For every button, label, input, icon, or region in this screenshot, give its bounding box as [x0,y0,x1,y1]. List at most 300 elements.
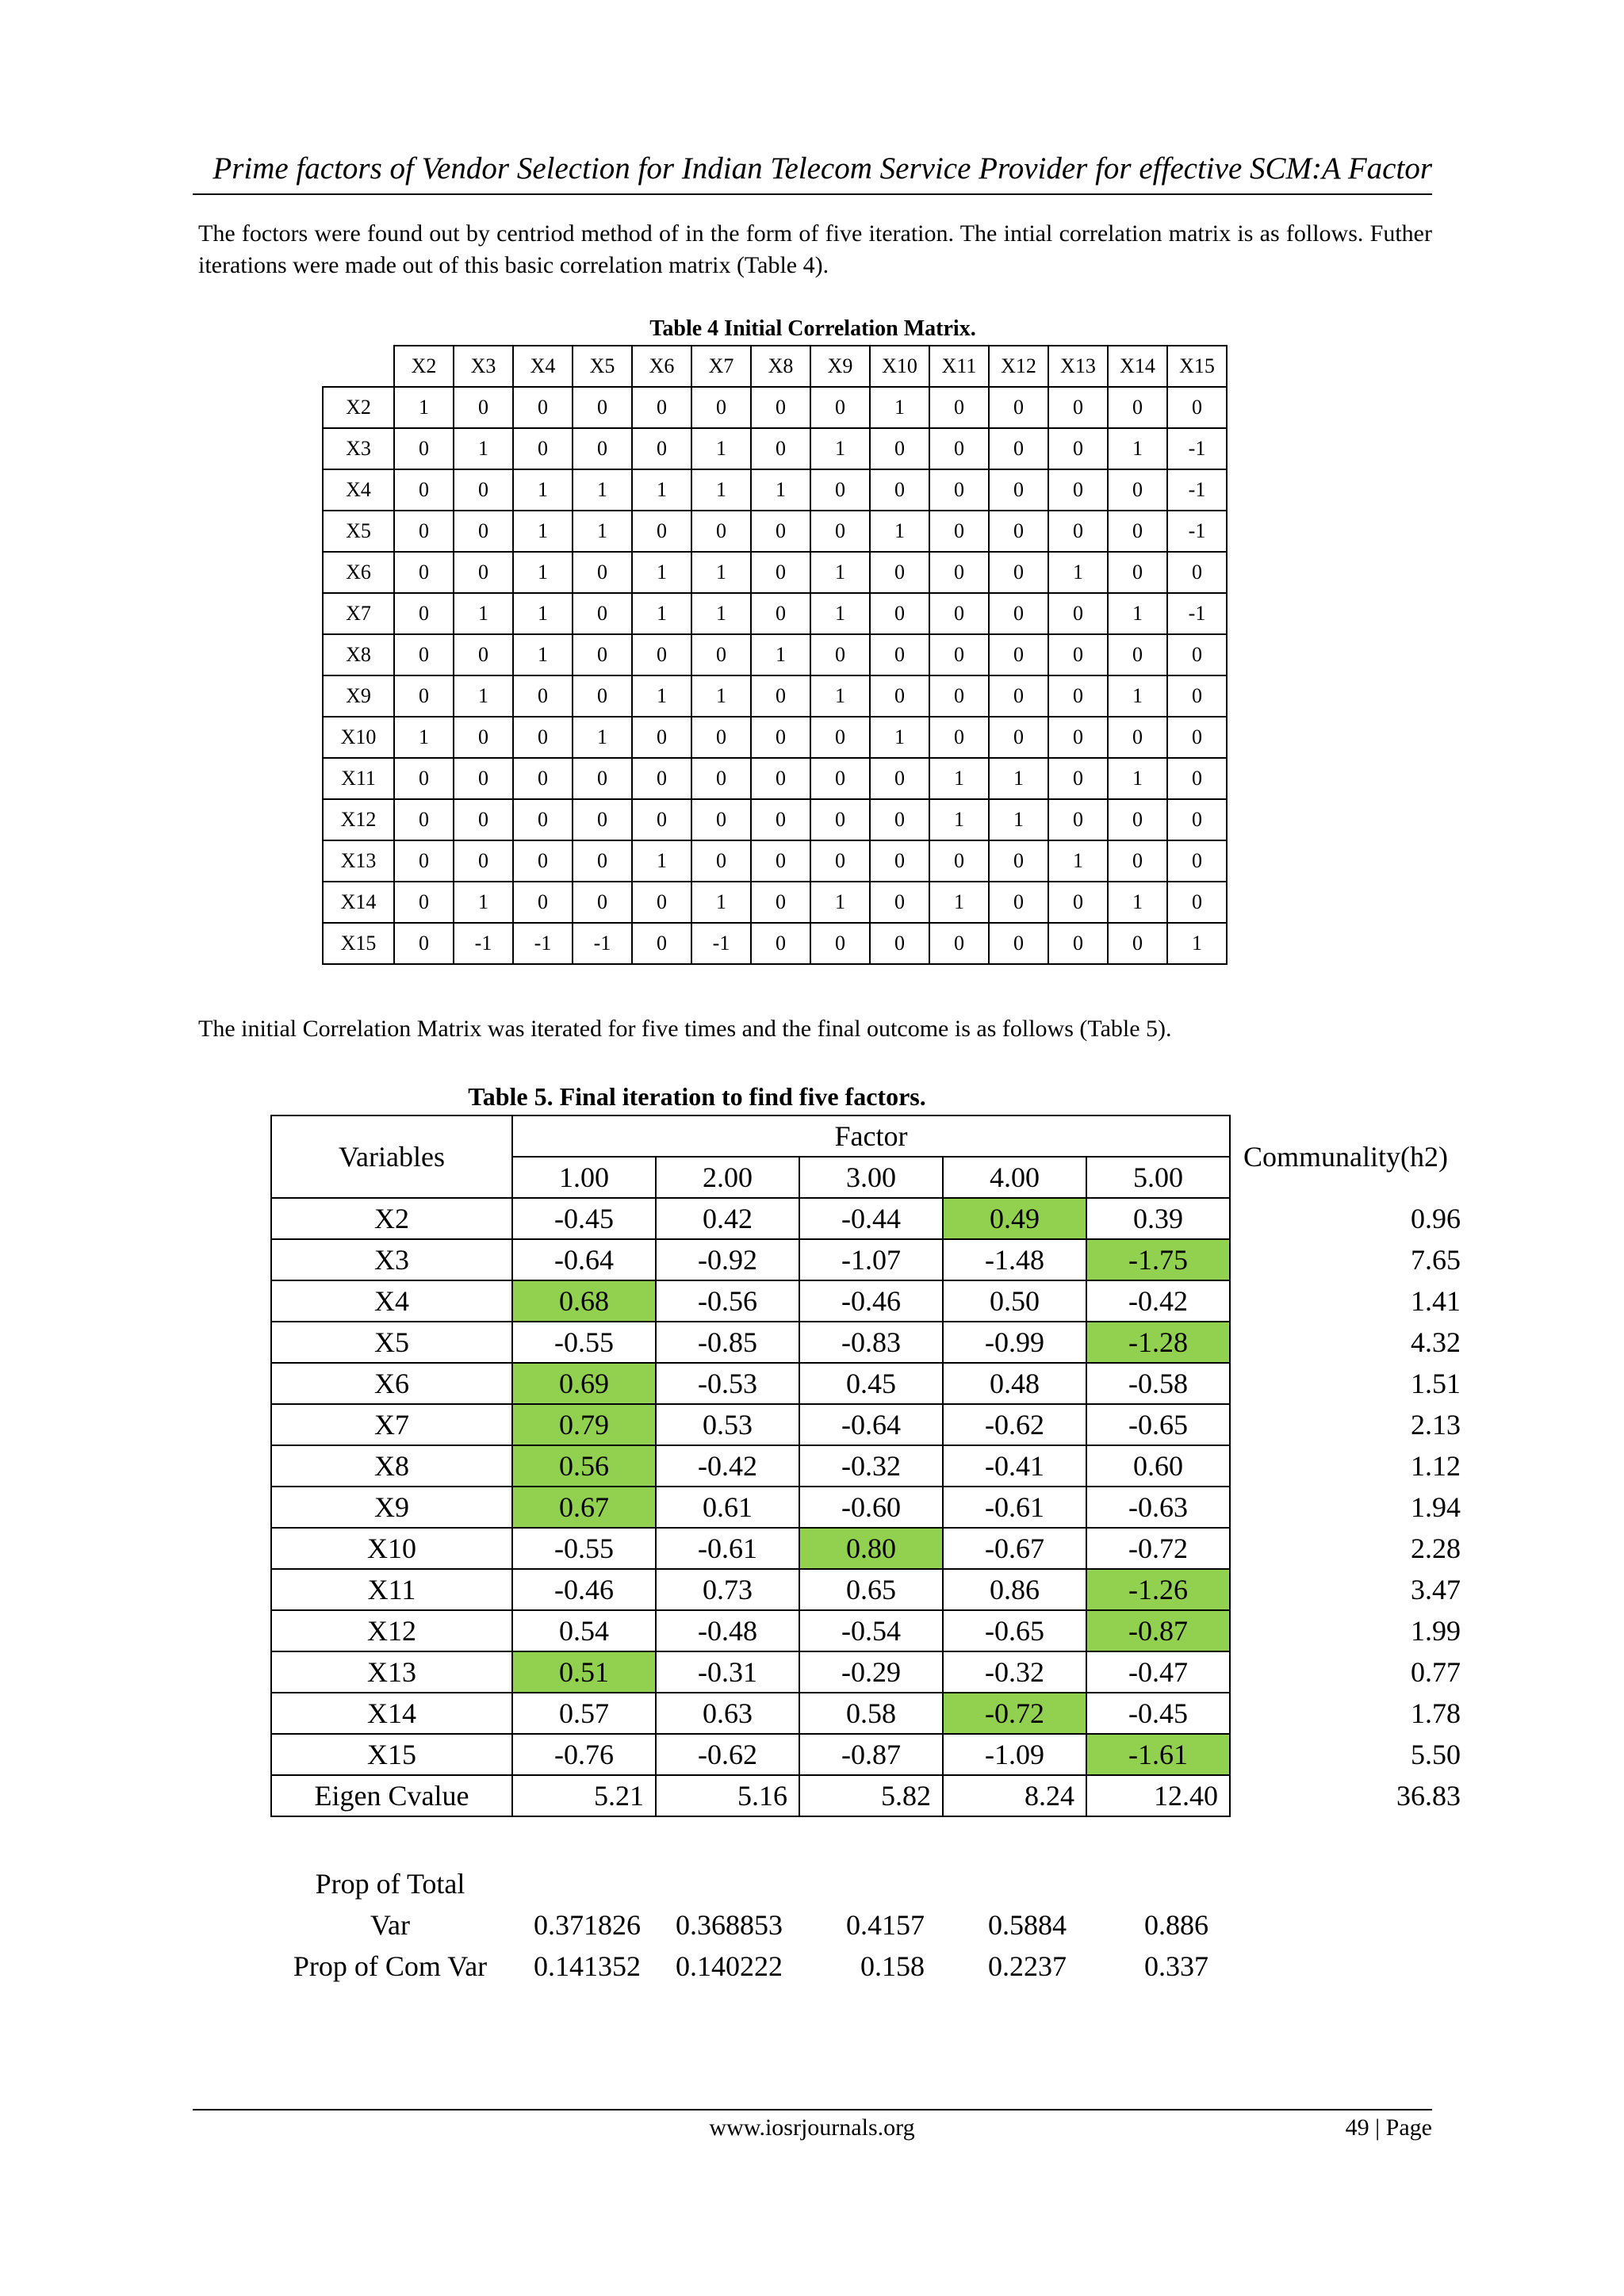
factor-loading-cell: 0.45 [799,1363,943,1404]
table-cell: 0 [573,882,632,923]
table-cell: 1 [989,799,1048,840]
table-row [323,469,1227,511]
table-row [271,1528,1461,1569]
table-cell: 0 [394,840,454,882]
table-cell: 0 [751,717,810,758]
table-cell: 1 [513,469,573,511]
table-cell: 0 [1108,717,1167,758]
column-header: X4 [513,346,573,387]
factor-loading-cell: 0.53 [656,1404,799,1445]
table-cell: 0 [1108,840,1167,882]
table-cell: 1 [513,511,573,552]
table-cell: 0 [513,675,573,717]
running-header [193,149,1432,195]
table-cell: 1 [573,469,632,511]
communality-value: 1.41 [1411,1285,1461,1317]
table-row [271,1363,1461,1404]
table-cell: 0 [989,840,1048,882]
table-cell: 1 [1108,758,1167,799]
table-cell: 1 [1108,675,1167,717]
table-cell: 0 [989,882,1048,923]
table-cell: 0 [632,717,691,758]
factor-loading-cell: -0.63 [1086,1487,1230,1528]
table-row [271,1487,1461,1528]
table-cell: 0 [632,799,691,840]
table-cell: 1 [691,882,751,923]
table-row [323,675,1227,717]
factor-header: Factor [512,1115,1230,1157]
table-cell: 0 [751,758,810,799]
proportion-table [270,1863,1220,1987]
table-cell: 0 [691,799,751,840]
table-row [271,1734,1461,1775]
column-header: X12 [989,346,1048,387]
row-header: X9 [323,675,394,717]
factor-loading-cell: 0.49 [943,1198,1086,1239]
table-cell: 0 [691,717,751,758]
table-cell: 0 [810,717,870,758]
variable-label: X2 [271,1198,512,1239]
factor-loading-cell: -0.56 [656,1280,799,1322]
table-cell: 0 [810,469,870,511]
factor-loading-cell: -0.65 [943,1610,1086,1651]
table-cell: 1 [454,428,513,469]
table-cell: 0 [929,552,989,593]
factor-loading-cell: -0.62 [656,1734,799,1775]
table-row [323,428,1227,469]
table-cell: 0 [870,840,929,882]
table-cell: 0 [454,387,513,428]
table-cell: 0 [513,428,573,469]
table-row [271,1445,1461,1487]
table-row [323,552,1227,593]
prop-total-value: 0.371826 [534,1909,641,1941]
prop-total-label-row [270,1863,1220,1904]
table-cell: 0 [810,923,870,964]
table-cell: 0 [1108,552,1167,593]
prop-com-row [270,1946,1220,1987]
communality-value: 2.13 [1411,1409,1461,1441]
table-cell: -1 [1167,428,1227,469]
factor-loading-cell: -0.76 [512,1734,656,1775]
factor-loading-cell: -0.61 [656,1528,799,1569]
row-header: X8 [323,634,394,675]
table-cell: 0 [394,634,454,675]
factor-loading-cell: -0.42 [1086,1280,1230,1322]
eigen-value-cell: 8.24 [943,1775,1086,1816]
table-cell: 0 [929,511,989,552]
table-cell: 0 [751,593,810,634]
table-row [271,1693,1461,1734]
table-cell: 1 [751,634,810,675]
table-cell: 0 [632,634,691,675]
table-cell: 0 [513,882,573,923]
communality-value: 0.96 [1411,1203,1461,1234]
prop-com-value: 0.2237 [988,1950,1067,1982]
eigen-value-cell: 5.82 [799,1775,943,1816]
table-cell: 0 [513,799,573,840]
table-row [271,1610,1461,1651]
final-iteration-table [270,1115,1461,1817]
table-row [271,1651,1461,1693]
table-cell: 1 [691,428,751,469]
table-cell: 0 [1108,469,1167,511]
table-cell: 1 [1048,840,1108,882]
column-header: X3 [454,346,513,387]
table-cell: 1 [929,799,989,840]
table-cell: 1 [989,758,1048,799]
column-header: X13 [1048,346,1108,387]
table-cell: 0 [573,758,632,799]
table-cell: 0 [632,387,691,428]
table-cell: 0 [513,387,573,428]
factor-loading-cell: -0.87 [799,1734,943,1775]
table-cell: 0 [989,593,1048,634]
table-cell: 0 [632,882,691,923]
table-cell: 1 [632,593,691,634]
row-header: X4 [323,469,394,511]
row-header: X5 [323,511,394,552]
table-cell: 0 [632,758,691,799]
table-cell: 0 [1108,387,1167,428]
table-cell: 1 [929,882,989,923]
table-cell: 1 [691,675,751,717]
factor-loading-cell: -1.07 [799,1239,943,1280]
table-cell: 0 [1048,511,1108,552]
table-cell: 0 [989,923,1048,964]
column-header: X6 [632,346,691,387]
table-cell: 0 [929,469,989,511]
factor-loading-cell: 0.61 [656,1487,799,1528]
factor-loading-cell: -0.83 [799,1322,943,1363]
table-cell: 0 [1048,634,1108,675]
variable-label: X10 [271,1528,512,1569]
table-cell: 1 [394,387,454,428]
factor-loading-cell: 0.80 [799,1528,943,1569]
table-cell: -1 [573,923,632,964]
factor-loading-cell: -0.62 [943,1404,1086,1445]
table-row [323,717,1227,758]
factor-loading-cell: -0.92 [656,1239,799,1280]
eigen-value-cell: 5.16 [656,1775,799,1816]
table-cell: 0 [1167,387,1227,428]
eigen-value-cell: 5.21 [512,1775,656,1816]
table-cell: 0 [454,634,513,675]
footer-site: www.iosrjournals.org [709,2114,915,2141]
table-cell: 1 [1108,593,1167,634]
table-cell: 0 [454,717,513,758]
table-cell: 1 [810,882,870,923]
prop-total-value: 0.4157 [846,1909,925,1941]
table-cell: 0 [1167,840,1227,882]
communality-value: 3.47 [1411,1574,1461,1605]
communality-value: 0.77 [1411,1656,1461,1688]
table-cell: 0 [989,552,1048,593]
table-cell: 0 [1048,387,1108,428]
factor-loading-cell: -1.48 [943,1239,1086,1280]
table-cell: 0 [394,923,454,964]
table-cell: 1 [573,717,632,758]
table-cell: 0 [632,511,691,552]
prop-total-label-line1: Prop of Total [315,1868,465,1900]
table-cell: 0 [454,799,513,840]
communality-value: 4.32 [1411,1326,1461,1358]
factor-loading-cell: -0.55 [512,1322,656,1363]
table-cell: 0 [691,511,751,552]
variable-label: X14 [271,1693,512,1734]
table-cell: 1 [513,552,573,593]
table-cell: 1 [454,593,513,634]
variable-label: X12 [271,1610,512,1651]
column-header: X15 [1167,346,1227,387]
factor-loading-cell: 0.58 [799,1693,943,1734]
communality-value: 1.78 [1411,1697,1461,1729]
table-cell: 1 [632,840,691,882]
table-cell: 0 [1048,593,1108,634]
factor-loading-cell: 0.54 [512,1610,656,1651]
factor-loading-cell: 0.73 [656,1569,799,1610]
factor-loading-cell: 0.65 [799,1569,943,1610]
table-cell: 0 [810,511,870,552]
factor-loading-cell: -0.67 [943,1528,1086,1569]
factor-loading-cell: 0.69 [512,1363,656,1404]
factor-loading-cell: -0.58 [1086,1363,1230,1404]
table-cell: 0 [632,428,691,469]
table-cell: 1 [691,593,751,634]
factor-loading-cell: -0.87 [1086,1610,1230,1651]
table-cell: 0 [394,882,454,923]
table-cell: 0 [394,469,454,511]
table-cell: 0 [751,882,810,923]
table-cell: 0 [573,428,632,469]
table-row [271,1569,1461,1610]
factor-loading-cell: -0.53 [656,1363,799,1404]
column-header: X10 [870,346,929,387]
table-cell: 0 [513,840,573,882]
table-cell: 0 [394,511,454,552]
eigen-value-cell: 12.40 [1086,1775,1230,1816]
table-row [323,593,1227,634]
table5-caption: Table 5. Final iteration to find five factors. [468,1082,926,1111]
prop-total-value: 0.368853 [676,1909,783,1941]
factor-loading-cell: -1.28 [1086,1322,1230,1363]
prop-total-value: 0.5884 [988,1909,1067,1941]
variable-label: X5 [271,1322,512,1363]
table-cell: 0 [810,634,870,675]
table-cell: 1 [870,717,929,758]
table-cell: 0 [573,552,632,593]
intro-paragraph: The foctors were found out by centriod method of in the form of five iteration. The intial correlation matrix is as follows. Futher iterations were made out of this basic correlation matrix (Table 4). [198,220,1432,278]
table-cell: 0 [1048,428,1108,469]
row-header: X15 [323,923,394,964]
row-header: X10 [323,717,394,758]
table-cell: 0 [929,675,989,717]
table-row [323,758,1227,799]
communality-value: 1.94 [1411,1491,1461,1523]
table-cell: 1 [632,675,691,717]
factor-loading-cell: 0.68 [512,1280,656,1322]
table-cell: 1 [1108,428,1167,469]
table-cell: 0 [573,840,632,882]
eigen-value-row [271,1775,1461,1816]
table-cell: 0 [573,799,632,840]
factor-loading-cell: -0.60 [799,1487,943,1528]
table-cell: 0 [1108,799,1167,840]
table-cell: 0 [929,717,989,758]
table-cell: 0 [870,675,929,717]
table-header-row [323,346,1227,387]
factor-loading-cell: -1.61 [1086,1734,1230,1775]
factor-loading-cell: 0.60 [1086,1445,1230,1487]
table-cell: 0 [810,758,870,799]
table-cell: 1 [513,593,573,634]
table-cell: 1 [691,469,751,511]
table-cell: -1 [691,923,751,964]
table-cell: 0 [1048,799,1108,840]
factor-loading-cell: -0.72 [1086,1528,1230,1569]
eigen-label: Eigen Cvalue [271,1775,512,1816]
table-cell: 0 [929,634,989,675]
table-cell: 0 [1048,923,1108,964]
communality-header: Communality(h2) [1243,1141,1448,1173]
table-cell: 0 [454,511,513,552]
table-cell: 0 [394,552,454,593]
factor-loading-cell: -0.46 [799,1280,943,1322]
table-cell: 0 [751,799,810,840]
table-cell: 0 [751,428,810,469]
row-header: X12 [323,799,394,840]
table-cell: 1 [1167,923,1227,964]
table-cell: 0 [632,923,691,964]
table-cell: 1 [810,428,870,469]
table-cell: 0 [691,387,751,428]
column-header: X2 [394,346,454,387]
table-cell: -1 [1167,511,1227,552]
factor-loading-cell: 0.56 [512,1445,656,1487]
table-cell: 0 [691,634,751,675]
table-cell: 0 [810,387,870,428]
table-cell: 0 [1167,552,1227,593]
corner-cell [323,346,394,387]
table-cell: 1 [632,552,691,593]
table-cell: 0 [513,717,573,758]
table-cell: 0 [1048,758,1108,799]
column-header: X5 [573,346,632,387]
factor-loading-cell: 0.86 [943,1569,1086,1610]
table-cell: 0 [394,593,454,634]
factor-loading-cell: -0.61 [943,1487,1086,1528]
variables-header: Variables [271,1115,512,1198]
table-cell: -1 [513,923,573,964]
row-header: X2 [323,387,394,428]
table-header-row [271,1115,1461,1157]
table-cell: 0 [454,840,513,882]
factor-column-header: 4.00 [943,1157,1086,1198]
row-header: X14 [323,882,394,923]
table-cell: 0 [929,387,989,428]
table-cell: 0 [989,469,1048,511]
variable-label: X7 [271,1404,512,1445]
table-cell: 0 [691,840,751,882]
table-cell: 1 [870,387,929,428]
factor-loading-cell: -0.48 [656,1610,799,1651]
table-cell: 0 [870,634,929,675]
row-header: X11 [323,758,394,799]
table-row [323,799,1227,840]
table-cell: 0 [870,799,929,840]
table-cell: 0 [810,799,870,840]
factor-loading-cell: 0.50 [943,1280,1086,1322]
table-cell: 0 [989,634,1048,675]
communality-value: 1.12 [1411,1450,1461,1482]
table-cell: 0 [1048,469,1108,511]
table-cell: -1 [454,923,513,964]
table-cell: 0 [1167,799,1227,840]
table-cell: 1 [1108,882,1167,923]
variable-label: X4 [271,1280,512,1322]
factor-loading-cell: 0.42 [656,1198,799,1239]
table-cell: 0 [1048,882,1108,923]
factor-loading-cell: 0.63 [656,1693,799,1734]
table-cell: 1 [870,511,929,552]
table-cell: 0 [573,387,632,428]
table-cell: 0 [1108,634,1167,675]
table-cell: 1 [454,675,513,717]
table-cell: 0 [929,428,989,469]
factor-loading-cell: -0.55 [512,1528,656,1569]
table-cell: 0 [989,511,1048,552]
prop-com-value: 0.141352 [534,1950,641,1982]
table-row [323,923,1227,964]
iteration-paragraph: The initial Correlation Matrix was iterated for five times and the final outcome is as follows (Table 5). [198,1016,1172,1042]
table-cell: 0 [1108,511,1167,552]
factor-loading-cell: -0.54 [799,1610,943,1651]
table-row [323,634,1227,675]
variable-label: X8 [271,1445,512,1487]
prop-total-value: 0.886 [1144,1909,1208,1941]
table-cell: 1 [810,593,870,634]
variable-label: X3 [271,1239,512,1280]
prop-total-label-line2: Var [370,1909,410,1941]
factor-loading-cell: -0.45 [1086,1693,1230,1734]
factor-loading-cell: 0.51 [512,1651,656,1693]
factor-loading-cell: -0.65 [1086,1404,1230,1445]
column-header: X7 [691,346,751,387]
table-cell: 0 [513,758,573,799]
table-cell: 1 [394,717,454,758]
factor-loading-cell: -1.09 [943,1734,1086,1775]
row-header: X7 [323,593,394,634]
table-cell: 0 [454,758,513,799]
variable-label: X15 [271,1734,512,1775]
factor-column-header: 5.00 [1086,1157,1230,1198]
factor-column-header: 2.00 [656,1157,799,1198]
column-header: X14 [1108,346,1167,387]
table-row [271,1404,1461,1445]
communality-value: 1.51 [1411,1368,1461,1399]
factor-column-header: 3.00 [799,1157,943,1198]
table-cell: 0 [870,469,929,511]
table-cell: 0 [1167,634,1227,675]
table-cell: 0 [989,428,1048,469]
factor-loading-cell: -0.85 [656,1322,799,1363]
prop-com-value: 0.140222 [676,1950,783,1982]
table-cell: 0 [691,758,751,799]
table-cell: 0 [989,387,1048,428]
table-cell: 0 [1167,717,1227,758]
table-cell: 1 [751,469,810,511]
factor-loading-cell: -0.32 [799,1445,943,1487]
